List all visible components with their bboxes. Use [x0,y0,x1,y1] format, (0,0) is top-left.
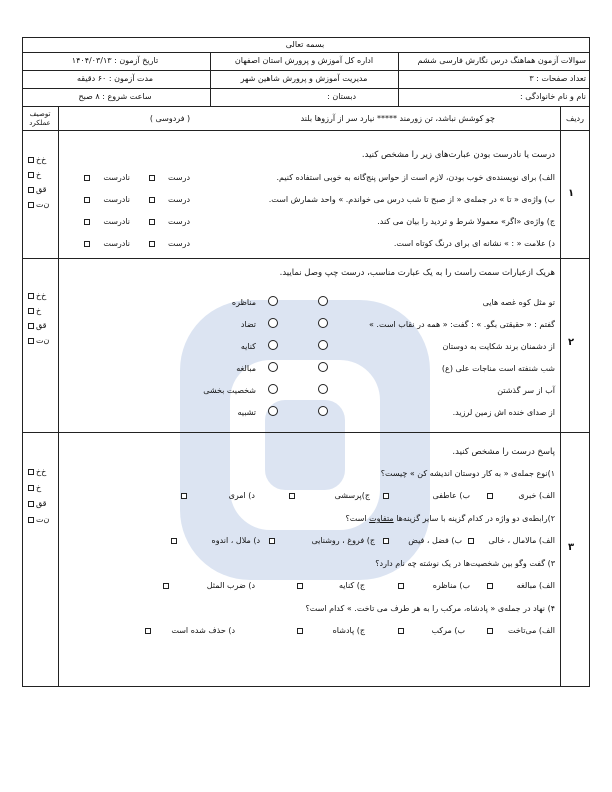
q2-right-dot-4[interactable] [318,362,328,372]
q1a-false-checkbox[interactable] [84,175,90,181]
q3-level-box-2[interactable] [28,485,34,491]
q1-item-b: ب) واژه‌ی « تا » در جمله‌ی « از صبح تا شب درس می خواندم. » واحد شمارش است. [268,195,555,204]
q3-part4-option-c: ج) پادشاه [332,626,365,635]
q1b-true-checkbox[interactable] [149,197,155,203]
q1a-true-label: درست [168,173,190,182]
q1b-false-label: نادرست [103,195,130,204]
q1-instruction: درست یا نادرست بودن عبارت‌های زیر را مشخص کنید. [361,150,555,160]
q2-right-item-3: از دشمنان برند شکایت به دوستان [442,342,555,351]
q1-number: ۱ [568,188,575,199]
q3-part3-question: ۳) گفت وگو بین شخصیت‌ها در یک نوشته چه نام دارد؟ [375,559,555,568]
q2-left-dot-1[interactable] [268,296,278,306]
q1d-false-checkbox[interactable] [84,241,90,247]
q1-level-label-4: ن‌ت [36,200,50,209]
q3-level-label-4: ن‌ت [36,515,50,524]
q3-part2-option-a: الف) مالامال ، خالی [488,536,555,545]
q1d-true-label: درست [168,239,190,248]
q1c-true-label: درست [168,217,190,226]
q1c-false-label: نادرست [103,217,130,226]
basmala: بسمه تعالی [285,40,325,49]
q2-level-label-4: ن‌ت [36,336,50,345]
student-name-field[interactable]: نام و نام خانوادگی : [520,92,586,101]
q3-part2-option-d: د) ملال ، اندوه [211,536,260,545]
q1-item-c: ج) واژه‌ی «اگر» معمولا شرط و تردید را بیان می کند. [377,217,555,226]
q1-level-label-3: قق [36,185,47,194]
q2-left-dot-2[interactable] [268,318,278,328]
q1b-true-label: درست [168,195,190,204]
q3-part3-checkbox-d[interactable] [163,583,169,589]
q2-level-box-2[interactable] [28,308,34,314]
q2-right-dot-6[interactable] [318,406,328,416]
q3-instruction: پاسخ درست را مشخص کنید. [452,447,555,457]
q2-left-dot-4[interactable] [268,362,278,372]
q3-part4-question: ۴) نهاد در جمله‌ی « پادشاه، مرکب را به هر طرف می تاخت. » کدام است؟ [305,604,555,613]
q3-part2-option-b: ب) فضل ، فیض [408,536,462,545]
q2-right-dot-3[interactable] [318,340,328,350]
verse: چو کوشش نباشد، تن زورمند ***** نیارد سر از آرزوها بلند [300,114,495,123]
poet: ( فردوسی ) [149,114,191,123]
q2-right-item-2: گفتم : « حقیقتی بگو. » : گفت: « همه در نقاب است. » [368,320,555,329]
q2-number: ۲ [568,337,575,348]
q3-part3-option-b: ب) مناظره [432,581,470,590]
q2-left-item-3: کنایه [240,342,256,351]
description-col-header: توصیف عملکرد [29,110,51,127]
q3-part2-option-c: ج) فروغ ، روشنایی [311,536,375,545]
q1-level-box-2[interactable] [28,172,34,178]
row-label: ردیف [566,114,584,123]
district: مدیریت آموزش و پرورش شاهین شهر [240,74,368,83]
q1-level-box-1[interactable] [28,157,34,163]
q1-level-box-3[interactable] [28,187,34,193]
q3-part1-option-a: الف) خبری [518,491,555,500]
q2-level-box-4[interactable] [28,338,34,344]
q2-right-item-1: تو مثل کوه غصه هایی [482,298,555,307]
q2-left-item-1: مناظره [231,298,256,307]
q3-part3-option-d: د) ضرب المثل [206,581,255,590]
q2-left-item-4: مبالغه [236,364,256,373]
q3-part2-question-post: است؟ [345,514,367,523]
q2-right-item-6: از صدای خنده اش زمین لرزید. [452,408,555,417]
q3-part1-option-c: ج)پرسشی [334,491,370,500]
q3-part1-checkbox-b[interactable] [383,493,389,499]
q3-part1-option-b: ب) عاطفی [432,491,470,500]
q3-part1-checkbox-d[interactable] [181,493,187,499]
q1-level-label-1: خ‌خ [36,155,47,164]
q3-level-label-3: قق [36,499,47,508]
q3-part4-checkbox-a[interactable] [487,628,493,634]
q2-level-label-3: قق [36,321,47,330]
q3-part4-option-b: ب) مرکب [431,626,465,635]
q3-part3-checkbox-c[interactable] [297,583,303,589]
q2-right-dot-1[interactable] [318,296,328,306]
q3-part1-checkbox-a[interactable] [487,493,493,499]
q2-left-item-5: شخصیت بخشی [203,386,256,395]
q1-item-a: الف) برای نویسنده‌ی خوب بودن، لازم است از حواس پنج‌گانه به خوبی استفاده کنیم. [276,173,555,182]
q3-part1-checkbox-c[interactable] [289,493,295,499]
q3-level-box-3[interactable] [28,501,34,507]
q2-left-dot-6[interactable] [268,406,278,416]
exam-date: تاریخ آزمون : ۱۴۰۴/۰۳/۱۳ [71,56,159,65]
q3-part2-checkbox-b[interactable] [383,538,389,544]
q2-instruction: هریک ازعبارات سمت راست را به یک عبارت مناسب، درست چپ وصل نمایید. [279,268,555,278]
q3-part3-option-a: الف) مبالغه [516,581,555,590]
q3-part2-checkbox-a[interactable] [468,538,474,544]
q3-part4-option-a: الف) می‌تاخت [507,626,555,635]
q1d-false-label: نادرست [103,239,130,248]
q3-level-label-2: خ [36,483,42,492]
q3-level-box-1[interactable] [28,469,34,475]
q3-part3-option-c: ج) کنایه [338,581,365,590]
school-field[interactable]: دبستان : [327,92,356,101]
q3-part3-checkbox-b[interactable] [398,583,404,589]
q3-part4-checkbox-b[interactable] [398,628,404,634]
q1c-false-checkbox[interactable] [84,219,90,225]
page-count: تعداد صفحات : ۳ [529,74,586,83]
exam-duration: مدت آزمون : ۶۰ دقیقه [77,74,153,83]
q3-level-box-4[interactable] [28,517,34,523]
q3-number: ۳ [568,542,575,553]
q1d-true-checkbox[interactable] [149,241,155,247]
q3-part2-question [200,514,555,524]
q1-item-d: د) علامت « : » نشانه ای برای درنگ کوتاه است. [393,239,555,248]
q3-part4-checkbox-c[interactable] [297,628,303,634]
q3-part3-checkbox-a[interactable] [487,583,493,589]
q3-part1-option-d: د) امری [228,491,255,500]
department: اداره کل آموزش و پرورش استان اصفهان [234,56,374,65]
q2-left-item-6: تشبیه [237,408,256,417]
q2-right-dot-2[interactable] [318,318,328,328]
q2-level-label-2: خ [36,306,42,315]
q2-right-dot-5[interactable] [318,384,328,394]
q3-part2-checkbox-c[interactable] [269,538,275,544]
q3-part4-checkbox-d[interactable] [145,628,151,634]
q2-level-box-3[interactable] [28,323,34,329]
q2-right-item-4: شب شنفته است مناجات علی (ع) [441,364,555,373]
q1a-true-checkbox[interactable] [149,175,155,181]
q3-part2-question-underlined: متفاوت [369,514,394,523]
q3-part1-question: ۱)نوع جمله‌ی « به کار دوستان اندیشه کن » چیست؟ [380,469,555,478]
q2-left-dot-5[interactable] [268,384,278,394]
q3-part2-checkbox-d[interactable] [171,538,177,544]
q2-right-item-5: آب از سر گذشتن [497,386,555,395]
q1c-true-checkbox[interactable] [149,219,155,225]
q1-level-label-2: خ [36,170,42,179]
q3-level-label-1: خ‌خ [36,467,47,476]
q1a-false-label: نادرست [103,173,130,182]
q2-level-label-1: خ‌خ [36,291,47,300]
q3-part2-question-pre: ۲)رابطه‌ی دو واژه در کدام گزینه با سایر گزینه‌ها [396,514,555,523]
q2-level-box-1[interactable] [28,293,34,299]
q2-left-dot-3[interactable] [268,340,278,350]
q1b-false-checkbox[interactable] [84,197,90,203]
q2-left-item-2: تضاد [240,320,256,329]
start-time: ساعت شروع : ۸ صبح [78,92,152,101]
q1-level-box-4[interactable] [28,202,34,208]
q3-part4-option-d: د) حذف شده است [171,626,235,635]
exam-title: سوالات آزمون هماهنگ درس نگارش فارسی ششم [417,56,586,65]
